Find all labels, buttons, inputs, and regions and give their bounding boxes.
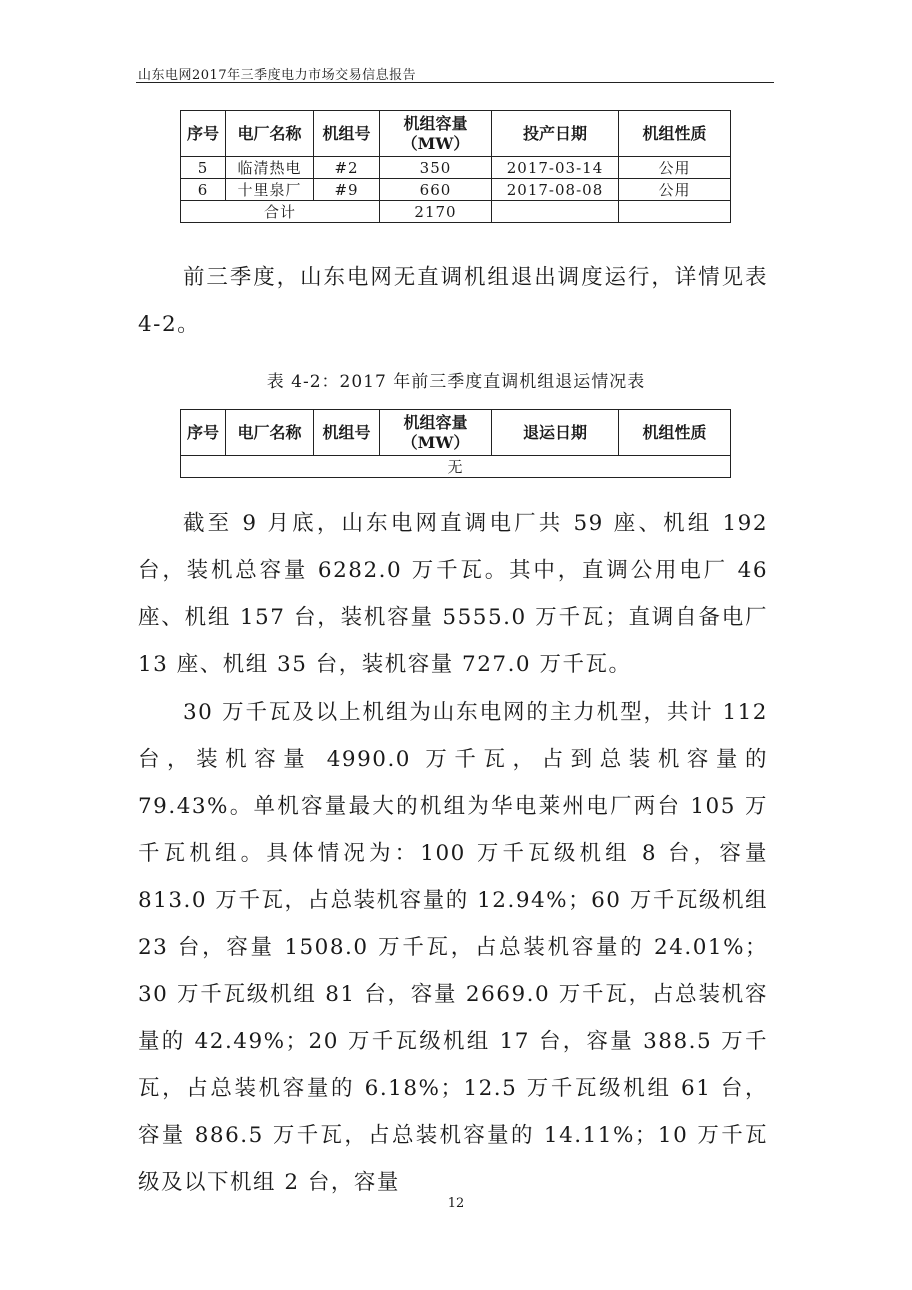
col-unit-no: 机组号 (314, 410, 380, 456)
cell-capacity: 350 (380, 157, 492, 179)
running-header: 山东电网2017年三季度电力市场交易信息报告 (138, 68, 417, 83)
col-capacity-label: 机组容量 (403, 412, 468, 432)
cell-type: 公用 (619, 179, 731, 201)
col-capacity-unit: （MW） (401, 133, 470, 153)
col-capacity-label: 机组容量 (403, 113, 468, 133)
col-capacity (380, 111, 492, 157)
col-capacity-unit: （MW） (401, 432, 470, 452)
paragraph-unit-breakdown: 30 万千瓦及以上机组为山东电网的主力机型，共计 112 台，装机容量 4990.0 万千瓦，占到总装机容量的 79.43%。单机容量最大的机组为华电莱州电厂两台 105 万千瓦机组。具体情况为：100 万千瓦级机组 8 台，容量 813.0 万千瓦，占总装机容量的 12.94%；60 万千瓦级机组 23 台，容量 1508.0 万千瓦，占总装机容量的 24.01%；30 万千瓦级机组 81 台，容量 2669.0 万千瓦，占总装机容量的 42.49%；20 万千瓦级机组 17 台，容量 388.5 万千瓦，占总装机容量的 6.18%；12.5 万千瓦级机组 61 台，容量 886.5 万千瓦，占总装机容量的 14.11%；10 万千瓦级及以下机组 2 台，容量 (138, 700, 768, 1195)
col-plant-name: 电厂名称 (226, 410, 314, 456)
table-header-row (181, 111, 731, 157)
col-plant-name: 电厂名称 (226, 111, 314, 157)
col-serial: 序号 (181, 410, 226, 456)
total-value: 2170 (380, 201, 492, 223)
table-row (181, 179, 731, 201)
cell-plant-name: 十里泉厂 (226, 179, 314, 201)
col-unit-type: 机组性质 (619, 410, 731, 456)
table-header-row (181, 410, 731, 456)
cell-type: 公用 (619, 157, 731, 179)
table-empty-row (181, 456, 731, 478)
header-rule (136, 82, 774, 83)
cell-unit-no: #2 (314, 157, 380, 179)
table-row (181, 157, 731, 179)
col-serial: 序号 (181, 111, 226, 157)
cell-date: 2017-03-14 (492, 157, 619, 179)
col-capacity (380, 410, 492, 456)
cell-plant-name: 临清热电 (226, 157, 314, 179)
cell-serial: 5 (181, 157, 226, 179)
table-caption: 表 4-2：2017 年前三季度直调机组退运情况表 (266, 372, 646, 392)
total-empty-type (619, 201, 731, 223)
paragraph-retirement-summary: 前三季度，山东电网无直调机组退出调度运行，详情见表4-2。 (138, 265, 768, 337)
cell-serial: 6 (181, 179, 226, 201)
total-label: 合计 (181, 201, 380, 223)
col-retire-date: 退运日期 (492, 410, 619, 456)
total-empty-date (492, 201, 619, 223)
cell-unit-no: #9 (314, 179, 380, 201)
cell-date: 2017-08-08 (492, 179, 619, 201)
empty-cell: 无 (181, 456, 731, 478)
table-total-row (181, 201, 731, 223)
paragraph-capacity-summary: 截至 9 月底，山东电网直调电厂共 59 座、机组 192 台，装机总容量 6282.0 万千瓦。其中，直调公用电厂 46 座、机组 157 台，装机容量 5555.0 万千瓦；直调自备电厂 13 座、机组 35 台，装机容量 727.0 万千瓦。 (138, 511, 768, 677)
col-commission-date: 投产日期 (492, 111, 619, 157)
col-unit-type: 机组性质 (619, 111, 731, 157)
col-unit-no: 机组号 (314, 111, 380, 157)
retired-units-table (180, 409, 731, 478)
cell-capacity: 660 (380, 179, 492, 201)
commissioned-units-table (180, 110, 731, 223)
page-number: 12 (447, 1196, 465, 1211)
